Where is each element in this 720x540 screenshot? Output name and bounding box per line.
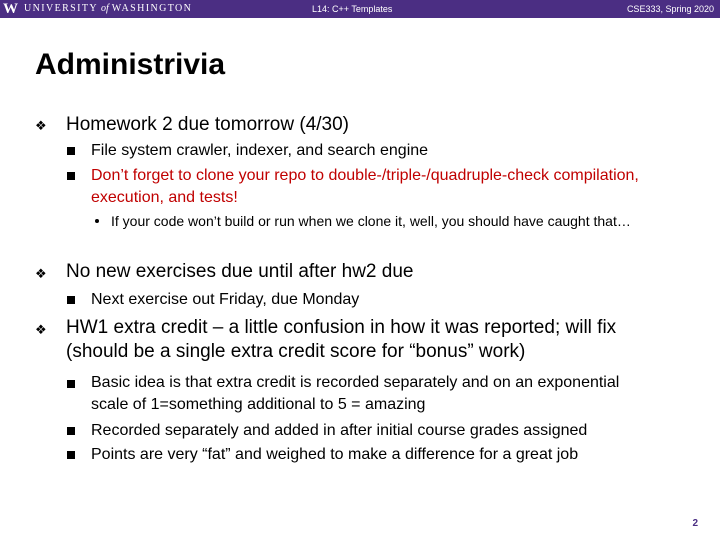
bullet-3: HW1 extra credit – a little confusion in how it was reported; will fix (should be a single extra credit score for “bonus” work) — [66, 317, 617, 362]
bullet-3-sub-1: Basic idea is that extra credit is recorded separately and on an exponential scale of 1=something additional to 5 = amazing — [91, 374, 620, 413]
square-bullet-icon — [67, 172, 75, 180]
square-bullet-icon — [67, 427, 75, 435]
bullet-1-sub-1: File system crawler, indexer, and search engine — [91, 142, 429, 159]
square-bullet-icon — [67, 147, 75, 155]
diamond-bullet-icon: ❖ — [35, 118, 47, 133]
square-bullet-icon — [67, 380, 75, 388]
logo-of: of — [101, 3, 109, 14]
logo-university: UNIVERSITY — [24, 3, 98, 14]
bullet-2: No new exercises due until after hw2 due — [66, 261, 414, 282]
page-number: 2 — [692, 518, 698, 529]
bullet-1-subsub-1: If your code won’t build or run when we clone it, well, you should have caught that… — [111, 213, 631, 229]
slide-title: Administrivia — [35, 48, 226, 81]
bullet-3-sub-3: Points are very “fat” and weighed to make a difference for a great job — [91, 446, 579, 463]
course-label: CSE333, Spring 2020 — [626, 4, 714, 14]
bullet-3-sub-2: Recorded separately and added in after initial course grades assigned — [91, 422, 588, 439]
diamond-bullet-icon: ❖ — [35, 266, 47, 281]
bullet-1-sub-2: Don’t forget to clone your repo to double-/triple-/quadruple-check compilation, execution, and tests! — [91, 167, 639, 206]
square-bullet-icon — [67, 451, 75, 459]
bullet-2-sub-1: Next exercise out Friday, due Monday — [91, 291, 360, 308]
logo-washington: WASHINGTON — [111, 3, 193, 14]
w-logo-icon: W — [3, 1, 18, 17]
bullet-1: Homework 2 due tomorrow (4/30) — [66, 114, 349, 135]
square-bullet-icon — [67, 296, 75, 304]
diamond-bullet-icon: ❖ — [35, 322, 47, 337]
dot-bullet-icon — [95, 219, 99, 223]
lecture-title: L14: C++ Templates — [312, 4, 393, 14]
